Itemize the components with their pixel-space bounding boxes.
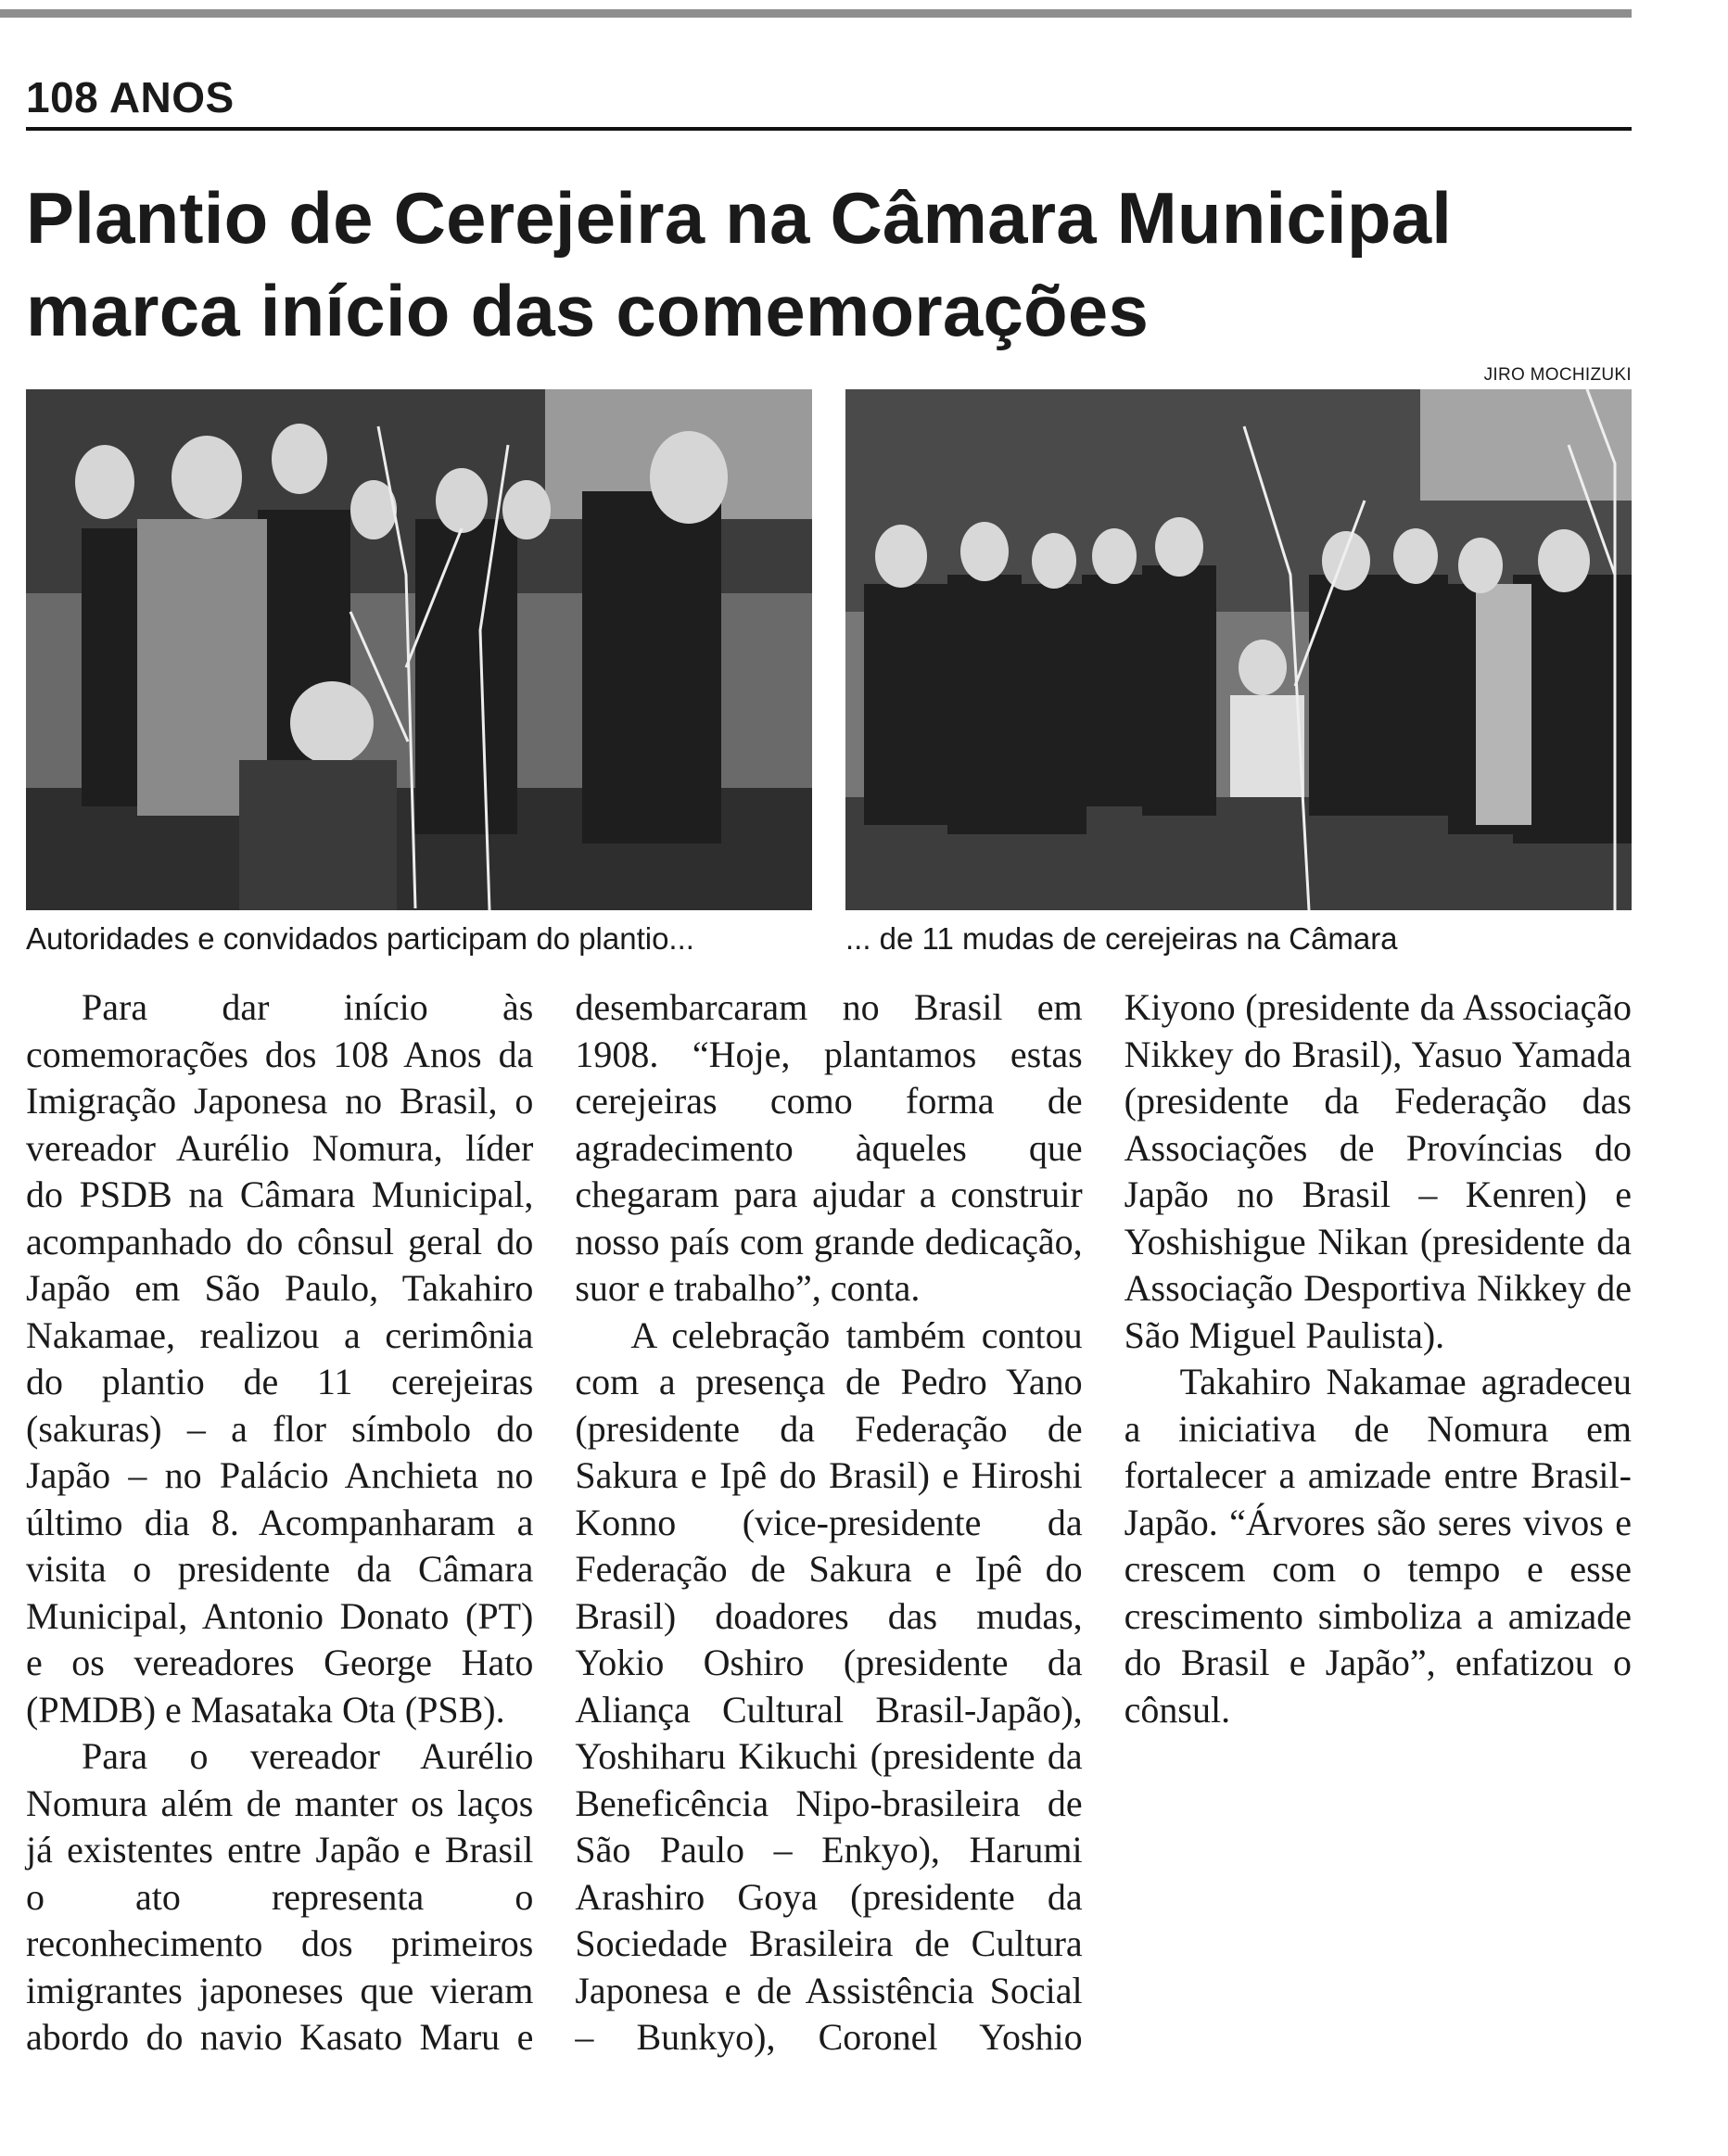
article-paragraph: A celebração também contou com a presença de Pedro Yano (presidente da Federação de Sakura e Ipê do Brasil) e Hiroshi Konno (vice-presidente da Federação de Sakura e Ipê do Brasil) doadores das mudas, Yokio Oshiro (presidente da Aliança Cultural Brasil-Japão), Yoshiharu Kikuchi (presidente da Beneficência Nipo-brasileira de São Paulo – Enkyo), Harumi Arashiro Goya (presidente da Sociedade Brasileira de Cultura Japonesa e de Assistência Social – Bunkyo), Coronel Yoshio Kiyono (presidente da Associação Nikkey do Brasil), Yasuo Yamada (presidente da Federação das Associações de Províncias do Japão no Brasil – Kenren) e Yoshishigue Nikan (presidente da Associação Desportiva Nikkey de São Miguel Paulista). bbox=[575, 986, 1632, 2058]
article-body bbox=[26, 984, 1632, 2078]
headline bbox=[26, 171, 1639, 357]
photo-caption-left: Autoridades e convidados participam do plantio... bbox=[26, 921, 694, 956]
top-rule bbox=[0, 9, 1632, 18]
article-paragraph: Para dar início às comemorações dos 108 Anos da Imigração Japonesa no Brasil, o vereador Aurélio Nomura, líder do PSDB na Câmara Municipal, acompanhado do cônsul geral do Japão em São Paulo, Takahiro Nakamae, realizou a cerimônia do plantio de 11 cerejeiras (sakuras) – a flor símbolo do Japão – no Palácio Anchieta no último dia 8. Acompanharam a visita o presidente da Câmara Municipal, Antonio Donato (PT) e os vereadores George Hato (PMDB) e Masataka Ota (PSB). bbox=[26, 986, 534, 1731]
article-paragraph: Takahiro Nakamae agradeceu a iniciativa de Nomura em fortalecer a amizade entre Brasil-Japão. “Árvores são seres vivos e crescem com o tempo e esse crescimento simboliza a amizade do Brasil e Japão”, enfatizou o cônsul. bbox=[1124, 1361, 1632, 1731]
section-label: 108 ANOS bbox=[26, 73, 235, 121]
article-paragraph: Para o vereador Aurélio Nomura além de manter os laços já existentes entre Japão e Brasil o ato representa o reconhecimento dos primeiros imigrantes japoneses que vieram abordo do navio Kasato Maru e desembarcaram no Brasil em 1908. “Hoje, plantamos estas cerejeiras como forma de agradecimento àqueles que chegaram para ajudar a construir nosso país com grande dedicação, suor e trabalho”, conta. bbox=[26, 986, 1083, 2058]
section-rule bbox=[26, 127, 1632, 131]
photo-group-with-saplings bbox=[845, 389, 1632, 910]
photo-planting-ceremony bbox=[26, 389, 812, 910]
headline-line-2: marca início das comemorações bbox=[26, 270, 1150, 351]
photo-caption-right: ... de 11 mudas de cerejeiras na Câmara bbox=[845, 921, 1398, 956]
photo-credit: JIRO MOCHIZUKI bbox=[1483, 365, 1632, 385]
headline-line-1: Plantio de Cerejeira na Câmara Municipal bbox=[26, 177, 1453, 259]
